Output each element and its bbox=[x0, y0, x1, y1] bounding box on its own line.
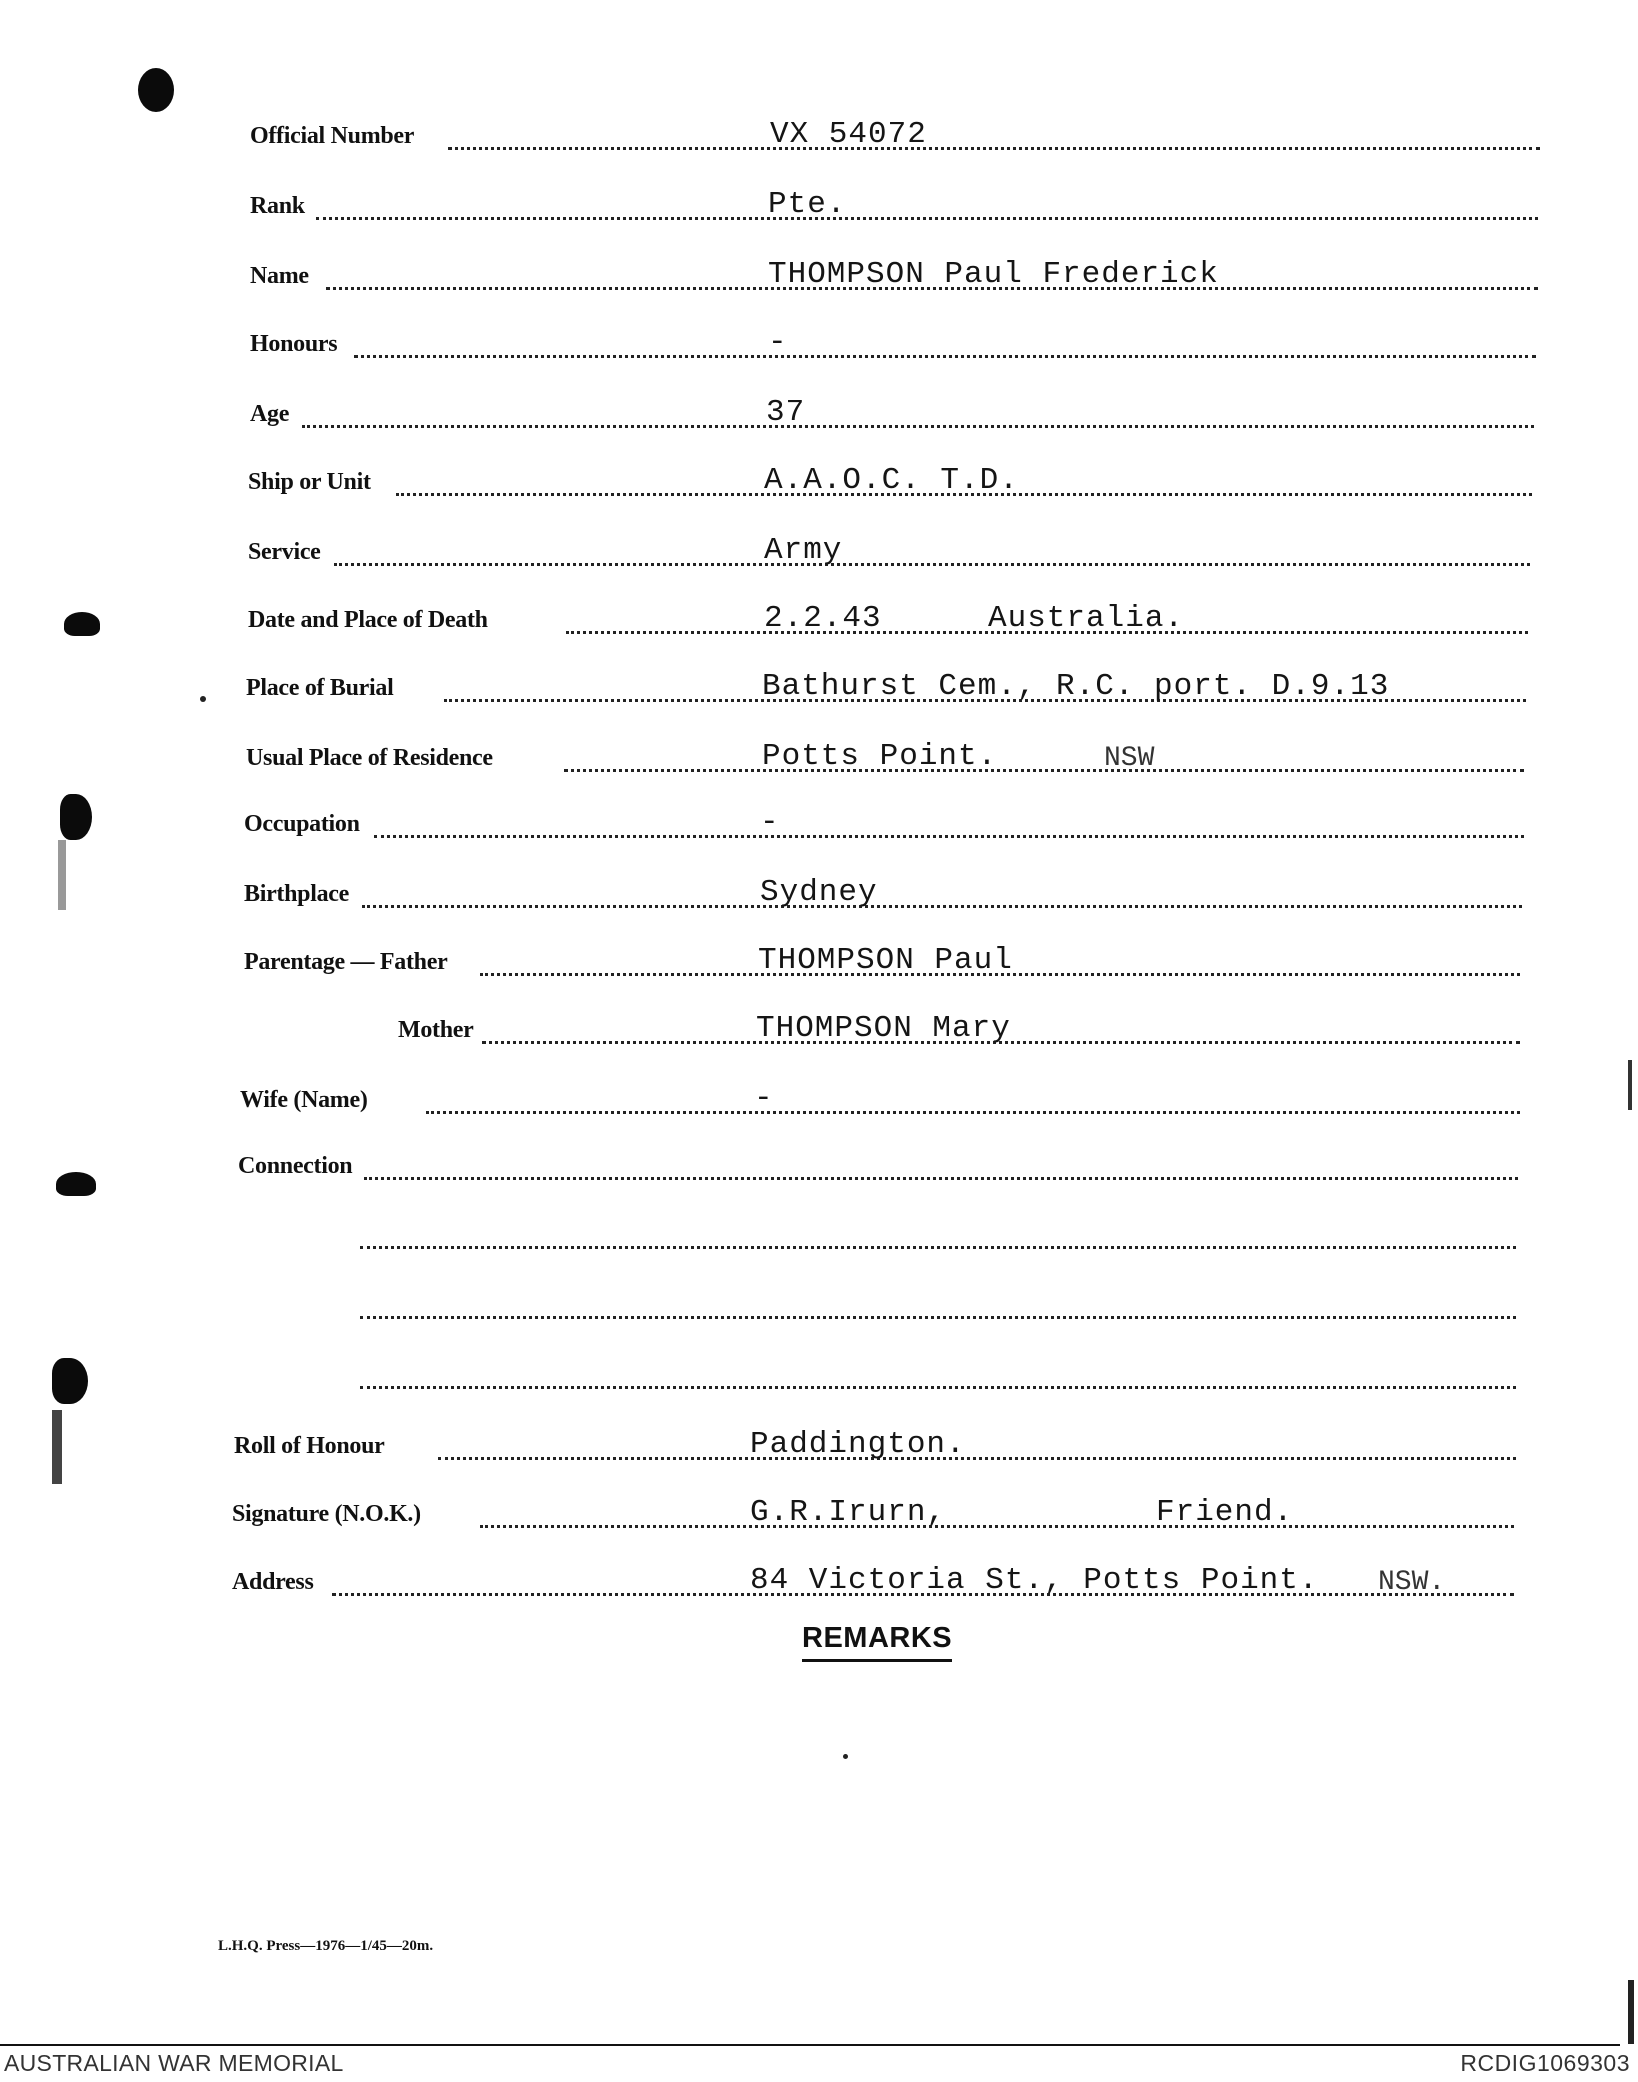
connection-line-3 bbox=[360, 1316, 1516, 1319]
dotted-line bbox=[302, 425, 1534, 428]
field-value: THOMPSON Mary bbox=[756, 1011, 1011, 1046]
field-value: 37 bbox=[766, 395, 806, 430]
footer-record-id: RCDIG1069303 bbox=[1460, 2050, 1630, 2076]
field-value: G.R.Irurn, bbox=[750, 1495, 947, 1530]
field-value: Pte. bbox=[768, 187, 847, 222]
field-value-secondary: NSW. bbox=[1378, 1567, 1446, 1598]
field-label: Place of Burial bbox=[246, 675, 394, 701]
edge-mark-right-bottom bbox=[1628, 1980, 1634, 2044]
field-parentage-father bbox=[244, 944, 1520, 984]
field-label: Ship or Unit bbox=[248, 469, 371, 495]
field-label: Name bbox=[250, 263, 309, 289]
printer-imprint: L.H.Q. Press—1976—1/45—20m. bbox=[218, 1938, 434, 1954]
field-value: VX 54072 bbox=[770, 117, 927, 152]
field-value: THOMPSON Paul Frederick bbox=[768, 257, 1219, 292]
connection-line-4 bbox=[360, 1386, 1516, 1389]
field-label: Age bbox=[250, 401, 290, 427]
connection-line-2 bbox=[360, 1246, 1516, 1249]
field-value: 84 Victoria St., Potts Point. bbox=[750, 1563, 1319, 1598]
field-label: Rank bbox=[250, 193, 305, 219]
dotted-line bbox=[438, 1457, 1516, 1460]
field-label: Mother bbox=[398, 1017, 474, 1043]
field-value: A.A.O.C. T.D. bbox=[764, 463, 1019, 498]
field-parentage-mother bbox=[398, 1012, 1520, 1052]
field-label: Official Number bbox=[250, 123, 415, 149]
field-value: - bbox=[754, 1081, 774, 1116]
footer-rule bbox=[0, 2044, 1620, 2046]
field-value-secondary: Friend. bbox=[1156, 1495, 1294, 1530]
field-age bbox=[250, 396, 1534, 436]
field-service bbox=[248, 534, 1530, 574]
field-label: Date and Place of Death bbox=[248, 607, 488, 633]
field-value: Paddington. bbox=[750, 1427, 966, 1462]
field-label: Roll of Honour bbox=[234, 1433, 385, 1459]
field-name bbox=[250, 258, 1538, 298]
field-label: Parentage — Father bbox=[244, 949, 448, 975]
field-value: - bbox=[760, 805, 780, 840]
field-value: - bbox=[768, 325, 788, 360]
field-label: Occupation bbox=[244, 811, 360, 837]
field-label: Connection bbox=[238, 1153, 353, 1179]
scan-streak-2 bbox=[52, 1410, 62, 1484]
field-honours bbox=[250, 326, 1536, 366]
field-value: 2.2.43 bbox=[764, 601, 882, 636]
field-ship-or-unit bbox=[248, 464, 1532, 504]
punch-hole-2 bbox=[60, 794, 92, 840]
field-usual-residence bbox=[246, 740, 1524, 780]
dotted-line bbox=[480, 1525, 1514, 1528]
field-date-place-death bbox=[248, 602, 1528, 642]
field-label: Service bbox=[248, 539, 321, 565]
remarks-heading: REMARKS bbox=[802, 1622, 952, 1662]
field-value: THOMPSON Paul bbox=[758, 943, 1013, 978]
dotted-line bbox=[564, 769, 1524, 772]
field-address bbox=[232, 1564, 1514, 1604]
field-label: Address bbox=[232, 1569, 314, 1595]
field-wife-name bbox=[240, 1082, 1520, 1122]
field-value-secondary: NSW bbox=[1104, 743, 1155, 774]
field-value: Sydney bbox=[760, 875, 878, 910]
punch-hole-4 bbox=[52, 1358, 88, 1404]
field-value: Bathurst Cem., R.C. port. D.9.13 bbox=[762, 669, 1390, 704]
punch-hole-1 bbox=[64, 612, 100, 636]
field-roll-of-honour bbox=[234, 1428, 1516, 1468]
field-connection bbox=[238, 1148, 1518, 1188]
field-value: Army bbox=[764, 533, 843, 568]
punch-hole-top bbox=[138, 68, 174, 112]
field-label: Birthplace bbox=[244, 881, 349, 907]
field-official-number bbox=[250, 118, 1540, 158]
field-label: Honours bbox=[250, 331, 338, 357]
dotted-line bbox=[354, 355, 1536, 358]
dotted-line bbox=[426, 1111, 1520, 1114]
footer-archive-name: AUSTRALIAN WAR MEMORIAL bbox=[4, 2050, 344, 2076]
speck bbox=[843, 1754, 848, 1759]
field-label: Wife (Name) bbox=[240, 1087, 368, 1113]
dotted-line bbox=[362, 905, 1522, 908]
dotted-line bbox=[364, 1177, 1518, 1180]
dotted-line bbox=[334, 563, 1530, 566]
speck bbox=[200, 696, 206, 702]
dotted-line bbox=[448, 147, 1540, 150]
edge-mark-right bbox=[1628, 1060, 1632, 1110]
field-place-burial bbox=[246, 670, 1526, 710]
scan-streak-1 bbox=[58, 840, 66, 910]
field-label: Usual Place of Residence bbox=[246, 745, 493, 771]
punch-hole-3 bbox=[56, 1172, 96, 1196]
field-signature-nok bbox=[232, 1496, 1514, 1536]
dotted-line bbox=[374, 835, 1524, 838]
field-value-secondary: Australia. bbox=[988, 601, 1185, 636]
field-birthplace bbox=[244, 876, 1522, 916]
field-occupation bbox=[244, 806, 1524, 846]
field-value: Potts Point. bbox=[762, 739, 998, 774]
dotted-line bbox=[316, 217, 1538, 220]
field-rank bbox=[250, 188, 1538, 228]
field-label: Signature (N.O.K.) bbox=[232, 1501, 421, 1527]
